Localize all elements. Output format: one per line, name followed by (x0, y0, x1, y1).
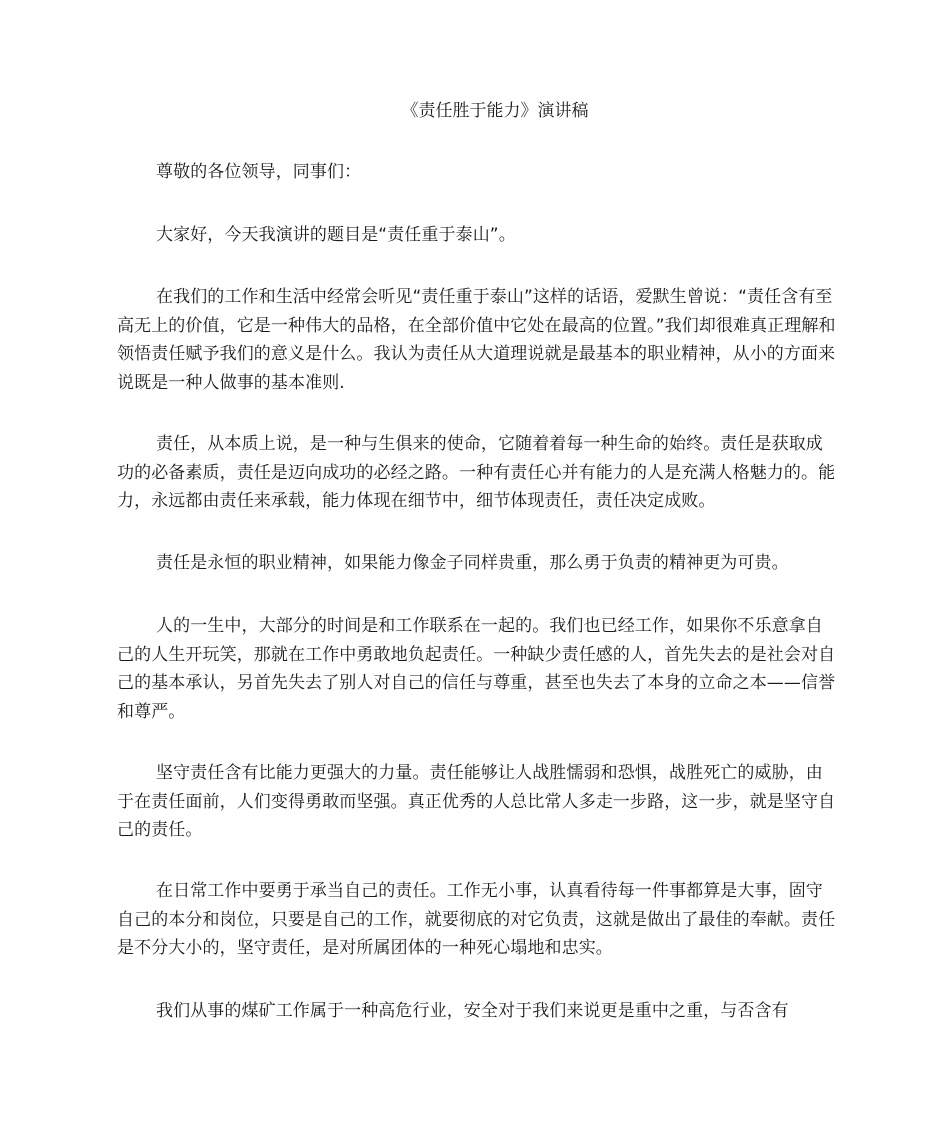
paragraph-power: 坚守责任含有比能力更强大的力量。责任能够让人战胜懦弱和恐惧，战胜死亡的威胁，由于在责任面前，人们变得勇敢而坚强。真正优秀的人总比常人多走一步路，这一步，就是坚守自己的责任。 (117, 763, 836, 840)
paragraph-greeting: 尊敬的各位领导，同事们： (156, 162, 362, 182)
paragraph-coal-mine: 我们从事的煤矿工作属于一种高危行业，安全对于我们来说更是重中之重，与否含有 (156, 1001, 789, 1021)
paragraph-life-work: 人的一生中，大部分的时间是和工作联系在一起的。我们也已经工作，如果你不乐意拿自己的人生开玩笑，那就在工作中勇敢地负起责任。一种缺少责任感的人，首先失去的是社会对自己的基本承认，另首先失去了别人对自己的信任与尊重，甚至也失去了本身的立命之本——信誉和尊严。 (117, 616, 836, 722)
paragraph-emerson-quote: 在我们的工作和生活中经常会听见“责任重于泰山”这样的话语，爱默生曾说：“责任含有至高无上的价值，它是一种伟大的品格，在全部价值中它处在最高的位置。”我们却很难真正理解和领悟责任赋予我们的意义是什么。我认为责任从大道理说就是最基本的职业精神，从小的方面来说既是一种人做事的基本准则. (117, 287, 836, 393)
paragraph-topic: 大家好，今天我演讲的题目是“责任重于泰山”。 (156, 225, 516, 245)
paragraph-eternal-spirit: 责任是永恒的职业精神，如果能力像金子同样贵重，那么勇于负责的精神更为可贵。 (156, 553, 789, 573)
paragraph-essence: 责任，从本质上说，是一种与生俱来的使命，它随着着每一种生命的始终。责任是获取成功的必备素质，责任是迈向成功的必经之路。一种有责任心并有能力的人是充满人格魅力的。能力，永远都由责任来承载，能力体现在细节中，细节体现责任，责任决定成败。 (117, 434, 836, 511)
paragraph-daily-work: 在日常工作中要勇于承当自己的责任。工作无小事，认真看待每一件事都算是大事，固守自己的本分和岗位，只要是自己的工作，就要彻底的对它负责，这就是做出了最佳的奉献。责任是不分大小的，坚守责任，是对所属团体的一种死心塌地和忠实。 (117, 881, 836, 958)
document-title: 《责任胜于能力》演讲稿 (401, 101, 589, 121)
